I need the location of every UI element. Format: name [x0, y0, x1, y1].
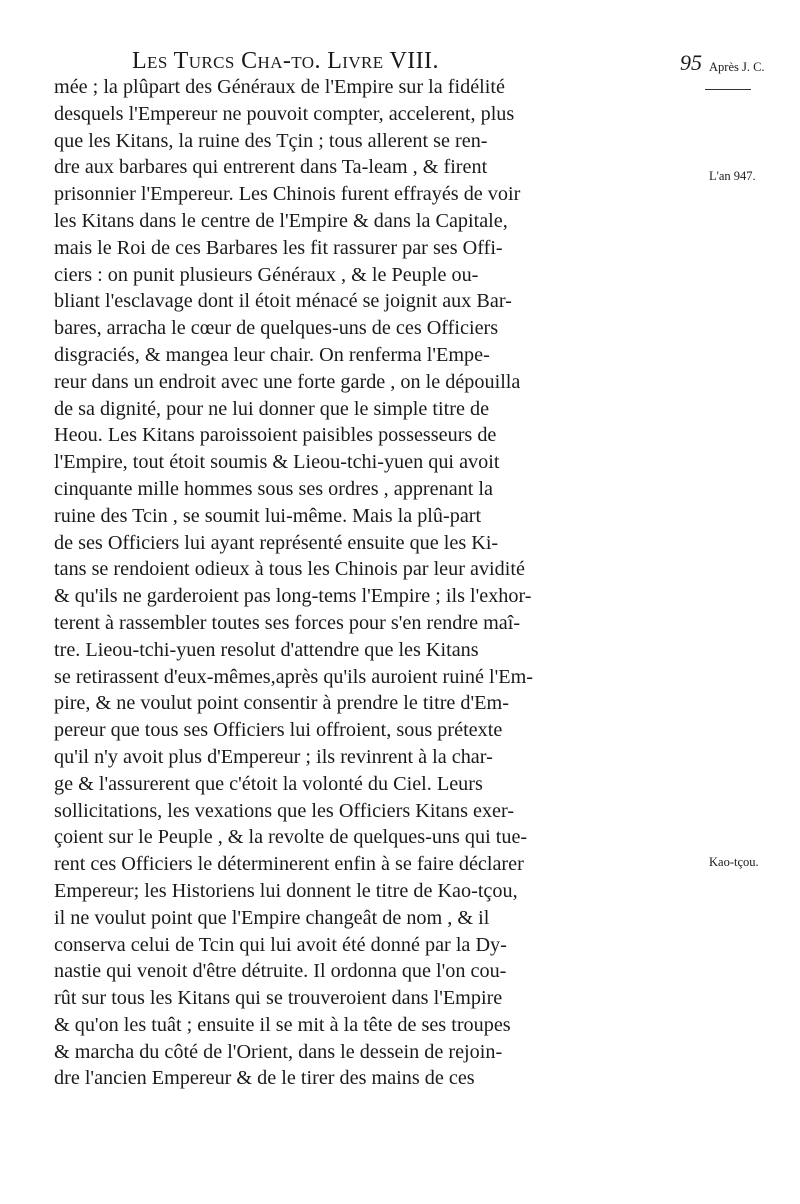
text-line: rent ces Officiers le déterminerent enfin à se faire déclarer: [54, 853, 524, 876]
text-line: Empereur; les Historiens lui donnent le titre de Kao-tçou,: [54, 879, 518, 902]
text-line: terent à rassembler toutes ses forces pour s'en rendre maî-: [54, 611, 521, 634]
text-line: çoient sur le Peuple , & la revolte de quelques-uns qui tue-: [54, 826, 528, 849]
text-line: bares, arracha le cœur de quelques-uns de ces Officiers: [54, 317, 499, 340]
text-line: ruine des Tcin , se soumit lui-même. Mais la plû-part: [54, 504, 482, 527]
text-line: que les Kitans, la ruine des Tçin ; tous allerent se ren-: [54, 129, 488, 152]
text-line: dre aux barbares qui entrerent dans Ta-leam , & firent: [54, 156, 488, 179]
text-line: mée ; la plûpart des Généraux de l'Empire sur la fidélité: [54, 76, 505, 98]
text-line: Heou. Les Kitans paroissoient paisibles possesseurs de: [54, 424, 497, 447]
text-line: ge & l'assurerent que c'étoit la volonté du Ciel. Leurs: [54, 772, 483, 795]
margin-note-date: Après J. C.: [709, 60, 765, 74]
text-line: & qu'on les tuât ; ensuite il se mit à la tête de ses troupes: [54, 1013, 511, 1036]
text-line: tre. Lieou-tchi-yuen resolut d'attendre que les Kitans: [54, 638, 479, 661]
body-text: [54, 74, 702, 1092]
page-number: 95: [680, 50, 702, 75]
text-line: disgraciés, & mangea leur chair. On renferma l'Empe-: [54, 343, 490, 366]
text-line: & marcha du côté de l'Orient, dans le dessein de rejoin-: [54, 1040, 503, 1063]
text-line: conserva celui de Tcin qui lui avoit été donné par la Dy-: [54, 933, 507, 956]
text-line: nastie qui venoit d'être détruite. Il ordonna que l'on cou-: [54, 960, 507, 983]
text-line: de sa dignité, pour ne lui donner que le simple titre de: [54, 397, 490, 420]
text-line: dre l'ancien Empereur & de le tirer des mains de ces: [54, 1067, 475, 1090]
text-line: l'Empire, tout étoit soumis & Lieou-tchi-yuen qui avoit: [54, 451, 500, 474]
text-line: prisonnier l'Empereur. Les Chinois furent effrayés de voir: [54, 183, 521, 206]
text-line: les Kitans dans le centre de l'Empire & dans la Capitale,: [54, 209, 508, 232]
margin-note-name: Kao-tçou.: [709, 855, 759, 869]
margin-rule: [705, 89, 751, 90]
text-line: mais le Roi de ces Barbares les fit rassurer par ses Offi-: [54, 236, 503, 259]
text-line: cinquante mille hommes sous ses ordres , apprenant la: [54, 477, 493, 500]
text-line: pereur que tous ses Officiers lui offroient, sous prétexte: [54, 719, 503, 742]
text-line: tans se rendoient odieux à tous les Chinois par leur avidité: [54, 558, 525, 581]
text-line: il ne voulut point que l'Empire changeât de nom , & il: [54, 906, 490, 929]
text-line: ciers : on punit plusieurs Généraux , & le Peuple ou-: [54, 263, 479, 286]
text-line: pire, & ne voulut point consentir à prendre le titre d'Em-: [54, 692, 509, 715]
text-line: reur dans un endroit avec une forte garde , on le dépouilla: [54, 370, 521, 393]
running-head: Les Turcs Cha-to. Livre VIII.: [132, 48, 439, 74]
text-line: bliant l'esclavage dont il étoit ménacé se joignit aux Bar-: [54, 290, 512, 313]
text-line: & qu'ils ne garderoient pas long-tems l'Empire ; ils l'exhor-: [54, 585, 532, 608]
margin-note-year: L'an 947.: [709, 169, 756, 183]
text-line: qu'il n'y avoit plus d'Empereur ; ils revinrent à la char-: [54, 745, 493, 768]
text-line: de ses Officiers lui ayant représenté ensuite que les Ki-: [54, 531, 499, 554]
text-line: desquels l'Empereur ne pouvoit compter, accelerent, plus: [54, 102, 515, 125]
text-line: rût sur tous les Kitans qui se trouveroient dans l'Empire: [54, 987, 503, 1010]
text-line: se retirassent d'eux-mêmes,après qu'ils auroient ruiné l'Em-: [54, 665, 533, 688]
text-line: sollicitations, les vexations que les Officiers Kitans exer-: [54, 799, 515, 822]
